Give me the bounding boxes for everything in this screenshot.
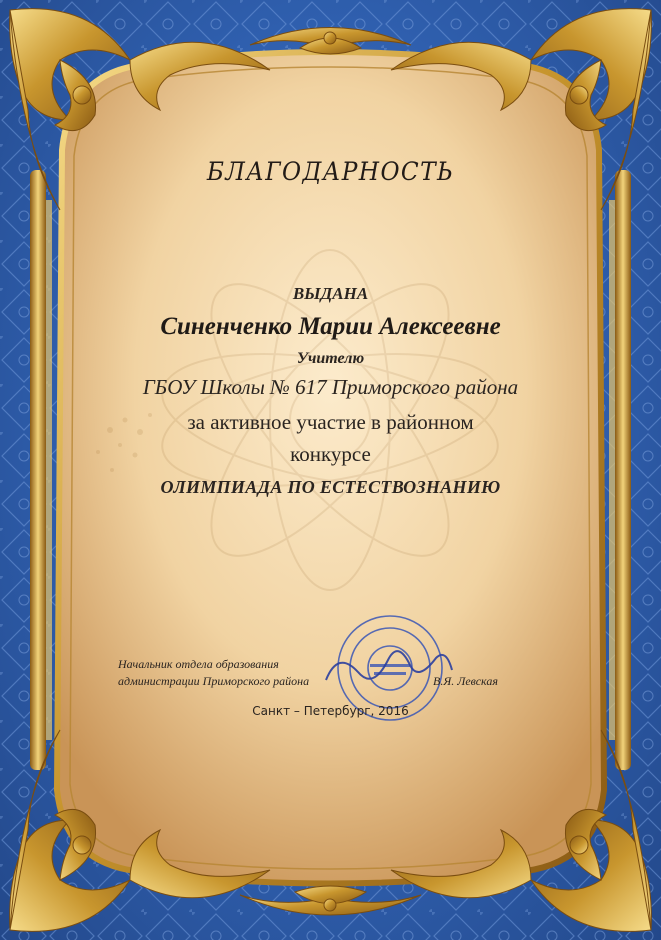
signatory-name: В.Я. Левская <box>433 674 498 688</box>
signatory-position-line-1: Начальник отдела образования <box>118 657 279 671</box>
place-and-year: Санкт – Петербург, 2016 <box>252 704 409 718</box>
signatory-position-line-2: администрации Приморского района <box>118 674 310 688</box>
contest-name: ОЛИМПИАДА ПО ЕСТЕСТВОЗНАНИЮ <box>160 477 501 497</box>
issued-label: ВЫДАНА <box>292 284 369 303</box>
recipient-school: ГБОУ Школы № 617 Приморского района <box>142 375 519 399</box>
reason-line-2: конкурсе <box>290 442 371 466</box>
reason-line-1: за активное участие в районном <box>187 410 474 434</box>
recipient-role: Учителю <box>296 350 365 367</box>
recipient-name: Синенченко Марии Алексеевне <box>160 313 501 340</box>
certificate-title: БЛАГОДАРНОСТЬ <box>206 157 455 186</box>
